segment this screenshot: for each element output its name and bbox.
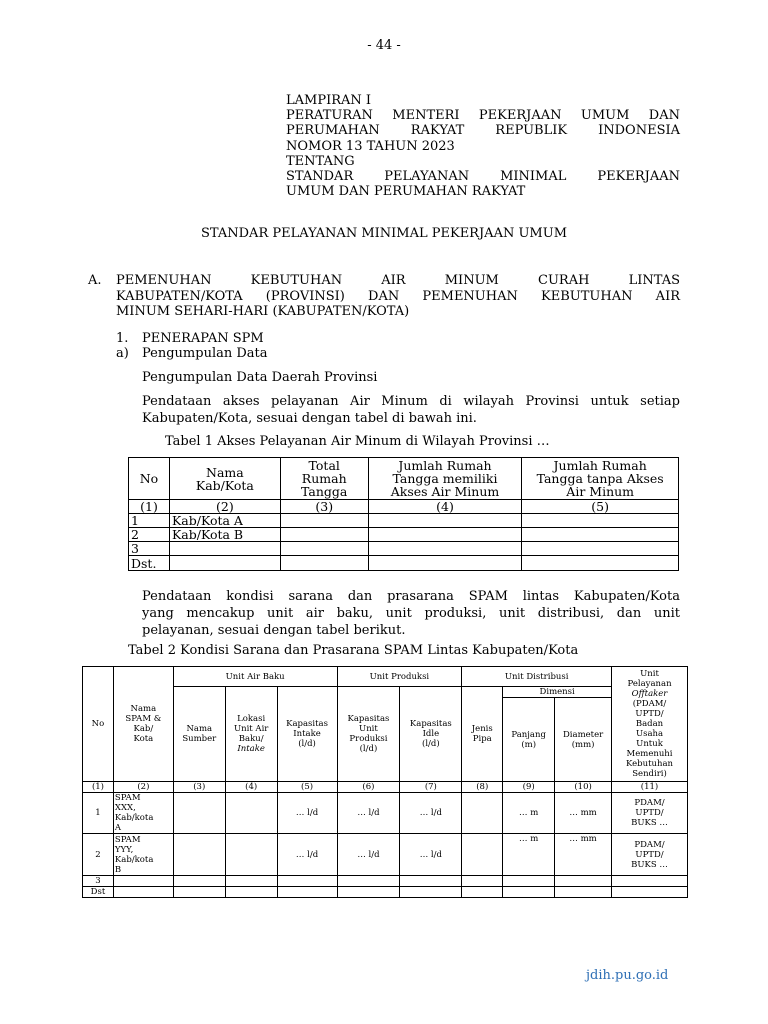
t2-header-kapasitas-intake: Kapasitas Intake (l/d) (277, 687, 337, 782)
t2-header-panjang: Panjang (m) (503, 698, 555, 782)
table-row: 2 SPAM YYY, Kab/kota B … l/d … l/d … l/d … m … mm PDAM/ UPTD/ BUKS … (83, 834, 688, 876)
document-title: STANDAR PELAYANAN MINIMAL PEKERJAAN UMUM (201, 226, 567, 241)
t2-header-dimensi: Dimensi (503, 687, 612, 698)
lampiran-line: PERUMAHAN RAKYAT REPUBLIK INDONESIA (286, 123, 680, 139)
lampiran-block (286, 93, 680, 199)
section-a-heading (116, 273, 680, 320)
table-row: 1 SPAM XXX, Kab/kota A … l/d … l/d … l/d … m … mm PDAM/ UPTD/ BUKS … (83, 793, 688, 834)
header-nama-kab-kota: Nama Kab/Kota (169, 458, 280, 500)
t2-header-unit-pelayanan: Unit Pelayanan Offtaker (PDAM/ UPTD/ Badan Usaha Untuk Memenuhi Kebutuhan Sendiri) (612, 667, 688, 782)
t2-header-unit-air-baku: Unit Air Baku (173, 667, 337, 687)
footer-link[interactable]: jdih.pu.go.id (586, 968, 669, 983)
table-1-caption: Tabel 1 Akses Pelayanan Air Minum di Wilayah Provinsi … (165, 434, 550, 449)
t2-header-nama-sumber: Nama Sumber (173, 687, 225, 782)
t2-header-diameter: Diameter (mm) (555, 698, 612, 782)
header-no: No (129, 458, 170, 500)
lampiran-line: LAMPIRAN I (286, 93, 372, 108)
paragraph-line: Kabupaten/Kota, sesuai dengan tabel di bawah ini. (142, 411, 477, 426)
table-2 (82, 666, 688, 898)
item-1-number: 1. (116, 331, 129, 346)
page-number: - 44 - (367, 38, 401, 53)
paragraph-line: Pendataan kondisi sarana dan prasarana SPAM lintas Kabupaten/Kota (142, 589, 680, 604)
t2-header-kapasitas-unit-produksi: Kapasitas Unit Produksi (l/d) (337, 687, 400, 782)
sub-heading: Pengumpulan Data Daerah Provinsi (142, 370, 378, 385)
lampiran-line: UMUM DAN PERUMAHAN RAKYAT (286, 184, 526, 200)
table-row: 1 Kab/Kota A (129, 514, 679, 528)
header-total-rumah-tangga: Total Rumah Tangga (280, 458, 368, 500)
t2-header-lokasi: Lokasi Unit Air Baku/ Intake (225, 687, 277, 782)
t2-header-jenis-pipa: Jenis Pipa (462, 687, 503, 782)
t2-header-no: No (83, 667, 114, 782)
lampiran-line: PERATURAN MENTERI PEKERJAAN UMUM DAN (286, 108, 680, 124)
section-a-line: MINUM SEHARI-HARI (KABUPATEN/KOTA) (116, 304, 410, 319)
paragraph-1 (142, 393, 680, 427)
paragraph-line: yang mencakup unit air baku, unit produksi, unit distribusi, dan unit (142, 606, 680, 621)
lampiran-line: NOMOR 13 TAHUN 2023 (286, 138, 455, 154)
header-memiliki-akses: Jumlah Rumah Tangga memiliki Akses Air Minum (368, 458, 522, 500)
item-a-text: Pengumpulan Data (142, 346, 268, 361)
paragraph-2 (142, 588, 680, 639)
table-2-caption: Tabel 2 Kondisi Sarana dan Prasarana SPAM Lintas Kabupaten/Kota (128, 643, 579, 658)
t2-index-row: (1) (2) (3) (4) (5) (6) (7) (8) (9) (10) (11) (83, 782, 688, 793)
t2-header-nama-spam: Nama SPAM & Kab/ Kota (113, 667, 173, 782)
t2-header-unit-produksi: Unit Produksi (337, 667, 462, 687)
table-row: 3 (83, 876, 688, 887)
paragraph-line: pelayanan, sesuai dengan tabel berikut. (142, 623, 406, 638)
section-a-label: A. (88, 273, 102, 288)
header-tanpa-akses: Jumlah Rumah Tangga tanpa Akses Air Minum (522, 458, 679, 500)
section-a-line: KABUPATEN/KOTA (PROVINSI) DAN PEMENUHAN KEBUTUHAN AIR (116, 288, 680, 304)
table-row: Dst (83, 887, 688, 898)
section-a-line: PEMENUHAN KEBUTUHAN AIR MINUM CURAH LINTAS (116, 273, 680, 288)
t2-header-unit-distribusi: Unit Distribusi (462, 667, 612, 687)
lampiran-line: TENTANG (286, 153, 355, 169)
table-row: Dst. (129, 556, 679, 571)
lampiran-line: STANDAR PELAYANAN MINIMAL PEKERJAAN (286, 169, 680, 185)
table-row: 2 Kab/Kota B (129, 528, 679, 542)
table-row: 3 (129, 542, 679, 556)
table-1 (128, 457, 679, 571)
paragraph-line: Pendataan akses pelayanan Air Minum di wilayah Provinsi untuk setiap (142, 394, 680, 409)
t2-header-kapasitas-idle: Kapasitas Idle (l/d) (400, 687, 462, 782)
item-1-text: PENERAPAN SPM (142, 331, 264, 346)
item-a-number: a) (116, 346, 129, 361)
index-row: (1) (2) (3) (4) (5) (129, 500, 679, 514)
